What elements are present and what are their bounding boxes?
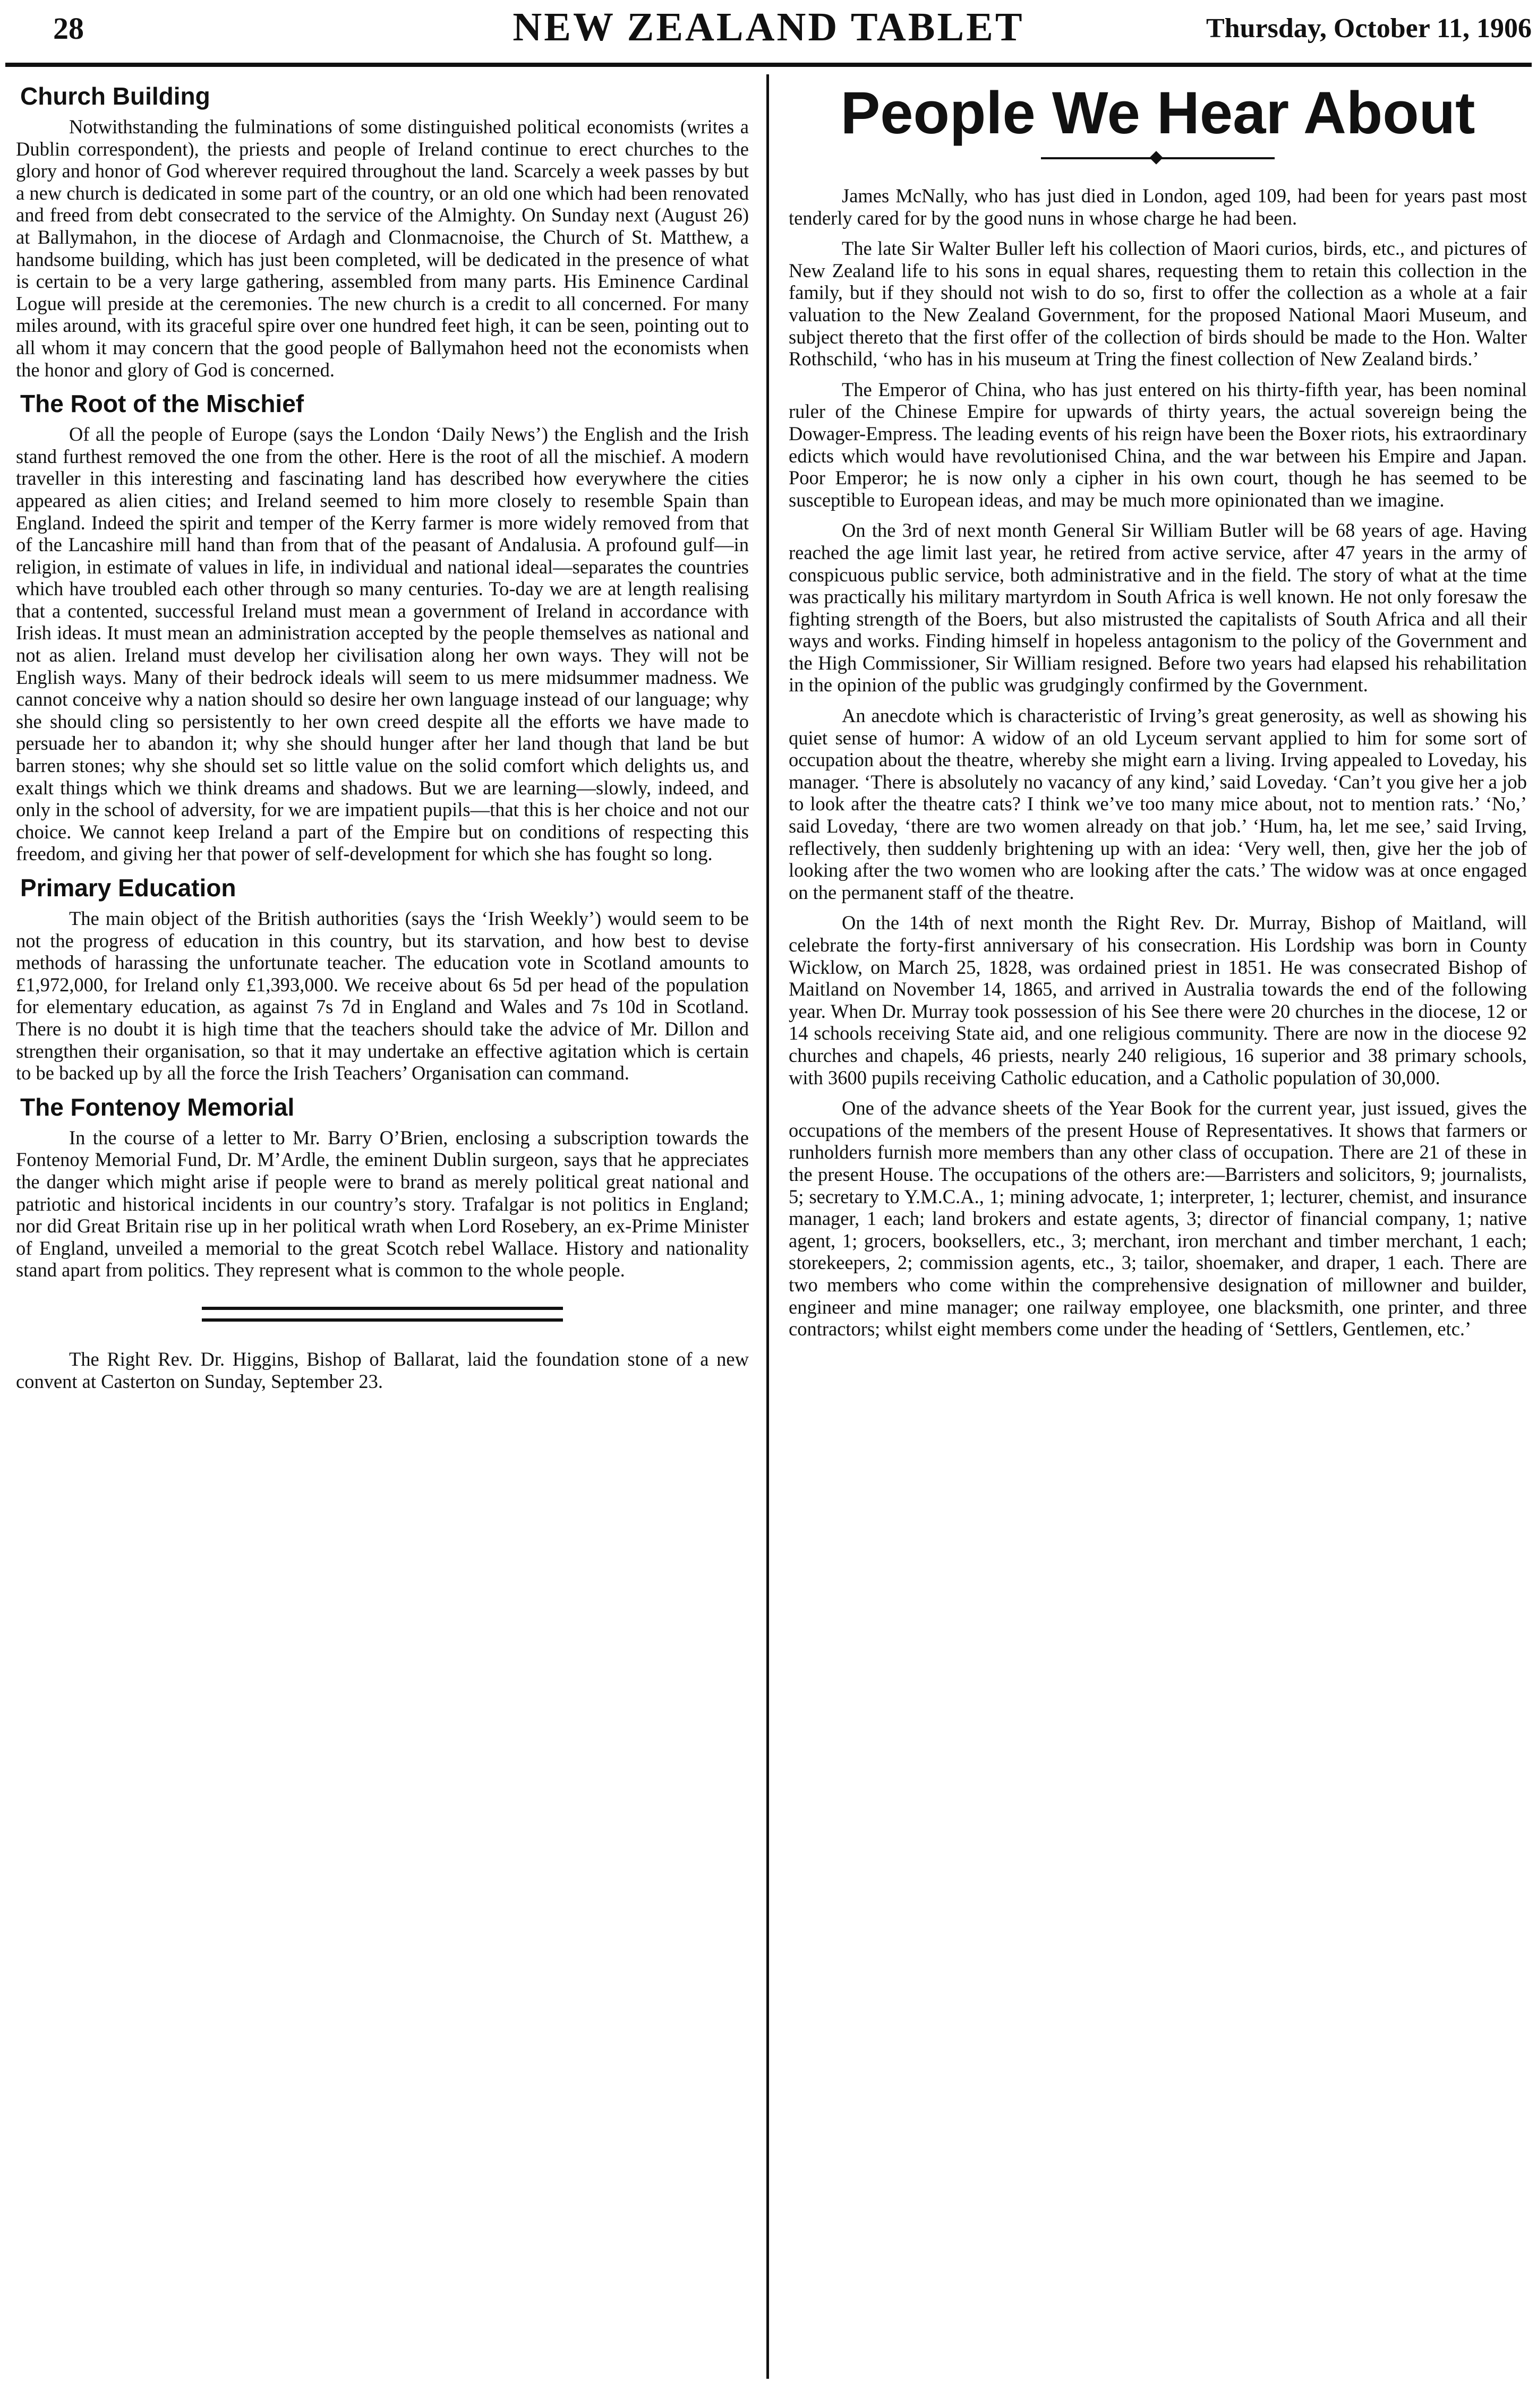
article-paragraph: In the course of a letter to Mr. Barry O’Brien, enclosing a subscription towards the Fontenoy Memorial Fund, Dr. M’Ardle, the eminent Dublin surgeon, says that he appreciates the danger which might arise if people were to brand as merely political great national and patriotic and historical incidents in our country’s story. Trafalgar is not politics in England; nor did Great Britain rise up in her political wrath when Lord Rosebery, an ex-Prime Minister of England, unveiled a memorial to the great Scotch rebel Wallace. History and nationality stand apart from politics. They represent what is common to the whole people. <box>16 1126 749 1281</box>
news-item-paragraph: James McNally, who has just died in London, aged 109, had been for years past most tenderly cared for by the good nuns in whose charge he had been. <box>789 185 1527 229</box>
section-heading-root-of-mischief: The Root of the Mischief <box>20 390 304 418</box>
header-rule <box>5 63 1532 67</box>
article-paragraph: Notwithstanding the fulminations of some distinguished political economists (writes a Dublin correspondent), the priests and people of Ireland continue to erect churches to the glory and honor of God wherever required throughout the land. Scarcely a week passes by but a new church is dedicated in some part of the country, or an old one which had been renovated and freed from debt consecrated to the service of the Almighty. On Sunday next (August 26) at Ballymahon, in the diocese of Ardagh and Clonmacnoise, the Church of St. Matthew, a handsome building, which has just been completed, will be dedicated in the presence of what is certain to be a very large gathering, assembled from many parts. His Eminence Cardinal Logue will preside at the ceremonies. The new church is a credit to all concerned. For many miles around, with its graceful spire over one hundred feet high, it can be seen, pointing out to all whom it may concern that the good people of Ballymahon heed not the economists when the honor and glory of God is concerned. <box>16 116 749 381</box>
left-column <box>16 74 749 1401</box>
page-number: 28 <box>53 11 84 46</box>
section-heading-primary-education: Primary Education <box>20 874 236 902</box>
section-heading-church-building: Church Building <box>20 82 210 110</box>
page-header <box>0 0 1537 64</box>
column-divider <box>766 74 769 2379</box>
column-title: People We Hear About <box>840 80 1475 146</box>
news-item-paragraph: One of the advance sheets of the Year Book for the current year, just issued, gives the occupations of the members of the present House of Representatives. It shows that farmers or runholders furnish more members than any other class of occupation. There are 21 of these in the present House. The occupations of the others are:—Barristers and solicitors, 9; journalists, 5; secretary to Y.M.C.A., 1; mining advocate, 1; interpreter, 1; lecturer, chemist, and insurance manager, 1 each; land brokers and estate agents, 3; director of financial company, 1; native agent, 1; grocers, booksellers, etc., 3; merchant, iron merchant and timber merchant, 1 each; storekeepers, 2; commission agents, etc., 3; tailor, shoemaker, and draper, 1 each. There are two members who come within the comprehensive designation of millowner and builder, engineer and mine manager; one railway employee, one blacksmith, one printer, and three contractors; whilst eight members come under the heading of ‘Settlers, Gentlemen, etc.’ <box>789 1097 1527 1340</box>
news-item-paragraph: On the 3rd of next month General Sir William Butler will be 68 years of age. Having reached the age limit last year, he retired from active service, after 47 years in the army of conspicuous public service, both administrative and in the field. The story of what at the time was practically his military martyrdom in South Africa is well known. He not only foresaw the fighting strength of the Boers, but also mistrusted the capitalists of South Africa and all their ways and works. Finding himself in hopeless antagonism to the policy of the Government and the High Commissioner, Sir William resigned. Before two years had elapsed his rehabilitation in the opinion of the public was grudgingly confirmed by the Government. <box>789 519 1527 696</box>
news-item-paragraph: On the 14th of next month the Right Rev. Dr. Murray, Bishop of Maitland, will celebrate the forty-first anniversary of his consecration. His Lordship was born in County Wicklow, on March 25, 1828, was ordained priest in 1851. He was consecrated Bishop of Maitland on November 14, 1865, and arrived in Australia towards the end of the following year. When Dr. Murray took possession of his See there were 20 churches in the diocese, 12 or 14 schools receiving State aid, and one religious community. There are now in the diocese 92 churches and chapels, 46 priests, nearly 240 religious, 16 superior and 38 primary schools, with 3600 pupils receiving Catholic education, and a Catholic population of 30,000. <box>789 912 1527 1089</box>
footnote-paragraph: The Right Rev. Dr. Higgins, Bishop of Ballarat, laid the foundation stone of a new convent at Casterton on Sunday, September 23. <box>16 1348 749 1392</box>
masthead: NEW ZEALAND TABLET <box>513 5 1024 49</box>
article-paragraph: Of all the people of Europe (says the London ‘Daily News’) the English and the Irish stand furthest removed the one from the other. Here is the root of all the mischief. A modern traveller in this interesting and fascinating land has described how everywhere the cities appeared as alien cities; and Ireland seemed to him more closely to resemble Spain than England. Indeed the spirit and temper of the Kerry farmer is more widely removed from that of the Lancashire mill hand than from that of the peasant of Andalusia. A profound gulf—in religion, in estimate of values in life, in individual and national ideal—separates the countries which have troubled each other through so many centuries. To-day we are at length realising that a contented, successful Ireland must mean a government of Ireland in accordance with Irish ideas. It must mean an administration accepted by the people themselves as national and not as alien. Ireland must develop her civilisation along her own ways. They will not be English ways. Many of their bedrock ideals will seem to us mere midsummer madness. We cannot conceive why a nation should so desire her own language instead of our language; why she should cling so persistently to her own creed despite all the efforts we have made to persuade her to abandon it; why she should hunger after her land though that land be but barren stones; why she should set so little value on the solid comfort which delights us, and exalt things which we think dreams and shadows. But we are learning—slowly, indeed, and only in the school of adversity, for we are impatient pupils—that this is her choice and not our choice. We cannot keep Ireland a part of the Empire but on conditions of respecting this freedom, and giving her that power of self-development for which she has fought so long. <box>16 423 749 865</box>
news-item-paragraph: The late Sir Walter Buller left his collection of Maori curios, birds, etc., and pictures of New Zealand life to his sons in equal shares, requesting them to retain this collection in the family, but if they should not wish to do so, first to offer the collection as a whole at a fair valuation to the New Zealand Government, for the proposed National Maori Museum, and subject thereto that the first offer of the collection of birds should be made to the Hon. Walter Rothschild, ‘who has in his museum at Tring the finest collection of New Zealand birds.’ <box>789 237 1527 370</box>
issue-date: Thursday, October 11, 1906 <box>1206 13 1532 44</box>
news-item-paragraph: The Emperor of China, who has just entered on his thirty-fifth year, has been nominal ruler of the Chinese Empire for upwards of thirty years, the actual sovereign being the Dowager-Empress. The leading events of his reign have been the Boxer riots, his extraordinary edicts which would have revolutionised China, and the war between his Empire and Japan. Poor Emperor; he is now only a cipher in his own court, though he has seemed to be susceptible to European ideas, and may be much more opinionated than we imagine. <box>789 378 1527 511</box>
section-divider <box>202 1307 563 1322</box>
right-column <box>789 74 1527 1349</box>
section-heading-fontenoy-memorial: The Fontenoy Memorial <box>20 1093 295 1121</box>
article-paragraph: The main object of the British authorities (says the ‘Irish Weekly’) would seem to be not the progress of education in this country, but its starvation, and how best to devise methods of harassing the unfortunate teacher. The education vote in Scotland amounts to £1,972,000, for Ireland only £1,393,000. We receive about 6s 5d per head of the population for elementary education, as against 7s 7d in England and Wales and 7s 10d in Scotland. There is no doubt it is high time that the teachers should take the advice of Mr. Dillon and strengthen their organisation, so that it may undertake an effective agitation which is certain to be backed up by all the force the Irish Teachers’ Organisation can command. <box>16 907 749 1084</box>
diamond-ornament-icon <box>1149 151 1163 164</box>
news-item-paragraph: An anecdote which is characteristic of Irving’s great generosity, as well as showing his quiet sense of humor: A widow of an old Lyceum servant applied to him for some sort of occupation about the theatre, whereby she might earn a living. Irving appealed to Loveday, his manager. ‘There is absolutely no vacancy of any kind,’ said Loveday. ‘Can’t you give her a job to look after the theatre cats? I think we’ve too many mice about, not to mention rats.’ ‘No,’ said Loveday, ‘there are two women already on that job.’ ‘Hum, ha, let me see,’ said Irving, reflectively, then suddenly brightening up with an idea: ‘Very well, then, give her the job of looking after the two women who are looking after the cats.’ The widow was at once engaged on the permanent staff of the theatre. <box>789 705 1527 903</box>
title-ornament <box>1041 157 1275 161</box>
